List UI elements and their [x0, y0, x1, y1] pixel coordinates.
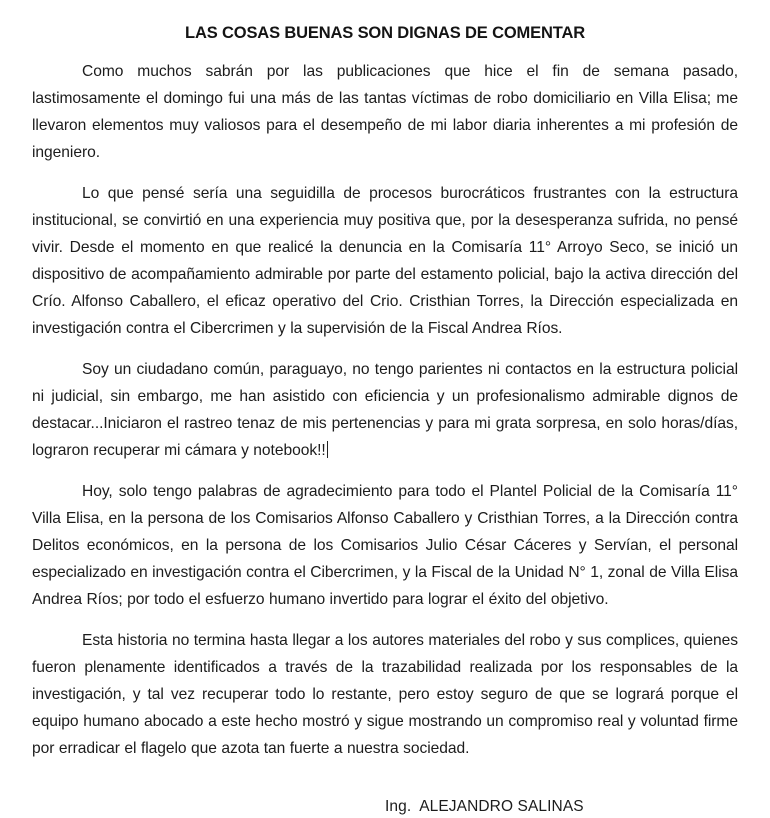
paragraph-4[interactable]: Hoy, solo tengo palabras de agradecimiento para todo el Plantel Policial de la Comisaría 11° Villa Elisa, en la persona de los Comisarios Alfonso Caballero y Cristhian Torres, a la Dirección contra Delitos económicos, en la persona de los Comisarios Julio César Cáceres y Servían, el personal especializado en investigación contra el Cibercrimen, y la Fiscal de la Unidad N° 1, zonal de Villa Elisa Andrea Ríos; por todo el esfuerzo humano invertido para lograr el éxito del objetivo. [32, 483, 738, 609]
text-caret [327, 441, 328, 458]
signature-row [0, 796, 770, 818]
paragraph-3-text: Soy un ciudadano común, paraguayo, no tengo parientes ni contactos en la estructura policial ni judicial, sin embargo, me han asistido con eficiencia y un profesionalismo admirable dignos de destacar...Iniciaron el rastreo tenaz de mis pertenencias y para mi grata sorpresa, en solo horas/días, lograron recuperar mi cámara y notebook!! [32, 361, 738, 460]
document-title: LAS COSAS BUENAS SON DIGNAS DE COMENTAR [185, 24, 585, 42]
paragraph-2[interactable]: Lo que pensé sería una seguidilla de procesos burocráticos frustrantes con la estructura institucional, se convirtió en una experiencia muy positiva que, por la desesperanza sufrida, no pensé vivir. Desde el momento en que realicé la denuncia en la Comisaría 11° Arroyo Seco, se inició un dispositivo de acompañamiento admirable por parte del estamento policial, bajo la activa dirección del Crío. Alfonso Caballero, el eficaz operativo del Crio. Cristhian Torres, la Dirección especializada en investigación contra el Cibercrimen y la supervisión de la Fiscal Andrea Ríos. [32, 185, 738, 338]
signature-line[interactable]: Ing. ALEJANDRO SALINAS [385, 798, 584, 816]
document-body[interactable] [0, 58, 770, 762]
paragraph-3[interactable] [32, 356, 738, 464]
paragraph-1[interactable]: Como muchos sabrán por las publicaciones que hice el fin de semana pasado, lastimosamente el domingo fui una más de las tantas víctimas de robo domiciliario en Villa Elisa; me llevaron elementos muy valiosos para el desempeño de mi labor diaria inherentes a mi profesión de ingeniero. [32, 63, 738, 162]
paragraph-5[interactable]: Esta historia no termina hasta llegar a los autores materiales del robo y sus complices, quienes fueron plenamente identificados a través de la trazabilidad realizada por los responsables de la investigación, y tal vez recuperar todo lo restante, pero estoy seguro de que se logrará porque el equipo humano abocado a este hecho mostró y sigue mostrando un compromiso real y voluntad firme por erradicar el flagelo que azota tan fuerte a nuestra sociedad. [32, 632, 738, 758]
